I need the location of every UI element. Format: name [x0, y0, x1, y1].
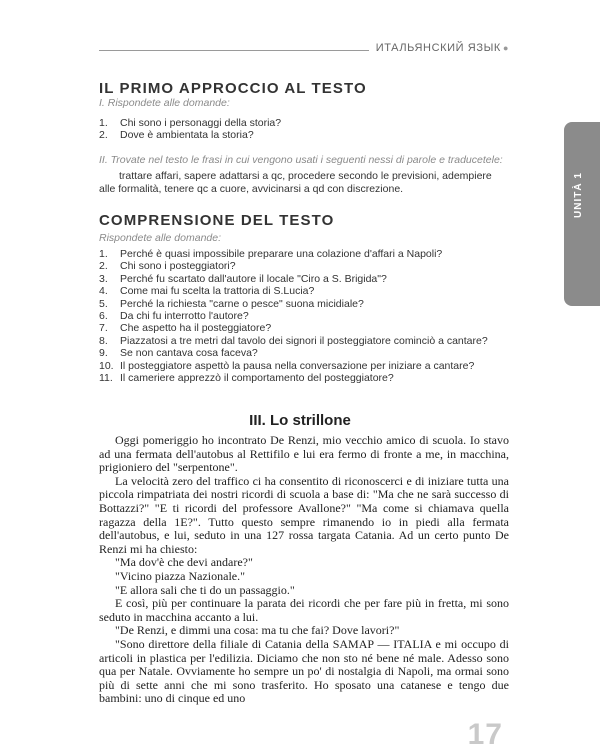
- story-title: III. Lo strillone: [249, 412, 351, 429]
- header-title: ИТАЛЬЯНСКИЙ ЯЗЫК ●: [375, 42, 509, 54]
- question-text: Il posteggiatore aspettò la pausa nella conversazione per iniziare a cantare?: [120, 359, 475, 372]
- question-item: [99, 273, 488, 285]
- story-paragraph: "Ma dov'è che devi andare?": [115, 555, 253, 570]
- question-number: 2.: [99, 260, 108, 273]
- question-text: Da chi fu interrotto l'autore?: [120, 310, 249, 323]
- question-number: 3.: [99, 272, 108, 285]
- question-item: [99, 372, 488, 384]
- question-item: [99, 322, 488, 334]
- question-item: [99, 117, 281, 129]
- story-paragraph: E così, più per continuare la parata dei ricordi che per fare più in fretta, mi sono seduto in macchina accanto a lui.: [99, 596, 509, 624]
- question-number: 1.: [99, 248, 108, 260]
- question-list-2: [99, 248, 488, 384]
- question-item: [99, 310, 488, 322]
- unit-side-tab: [564, 122, 600, 306]
- question-text: Se non cantava cosa faceva?: [120, 347, 258, 360]
- question-text: Dove è ambientata la storia?: [120, 129, 254, 142]
- instruction-1: I. Rispondete alle domande:: [99, 97, 230, 109]
- story-text: [99, 434, 509, 706]
- question-number: 7.: [99, 322, 108, 335]
- question-item: [99, 248, 488, 260]
- instruction-2: II. Trovate nel testo le frasi in cui vengono usati i seguenti nessi di parole e traducetele:: [99, 154, 503, 166]
- story-paragraph: "E allora sali che ti do un passaggio.": [115, 582, 295, 597]
- question-text: Perché la richiesta "carne o pesce" suona micidiale?: [120, 297, 364, 310]
- question-item: [99, 129, 281, 141]
- question-text: Il cameriere apprezzò il comportamento del posteggiatore?: [120, 372, 394, 385]
- question-item: [99, 285, 488, 297]
- question-text: Che aspetto ha il posteggiatore?: [120, 322, 272, 335]
- question-item: [99, 260, 488, 272]
- question-number: 5.: [99, 297, 108, 310]
- question-item: [99, 298, 488, 310]
- header-rule: [99, 50, 369, 51]
- running-header: [99, 40, 509, 62]
- question-text: Perché è quasi impossibile preparare una colazione d'affari a Napoli?: [120, 248, 443, 260]
- question-number: 1.: [99, 117, 108, 129]
- phrase-list: trattare affari, sapere adattarsi a qc, procedere secondo le previsioni, adempiere alle formalità, tenere qc a cuore, avvicinarsi a qd con discrezione.: [99, 170, 492, 195]
- question-text: Chi sono i personaggi della storia?: [120, 117, 282, 129]
- story-paragraph: "Vicino piazza Nazionale.": [115, 568, 246, 583]
- question-number: 6.: [99, 310, 108, 323]
- page-number: 17: [467, 718, 503, 751]
- question-number: 2.: [99, 129, 108, 142]
- bullet-icon: ●: [502, 43, 509, 53]
- unit-tab-label: UNITÀ 1: [573, 172, 584, 218]
- question-text: Chi sono i posteggiatori?: [120, 260, 236, 273]
- story-paragraph: "Sono direttore della filiale di Catania della SAMAP — ITALIA e mi occupo di articoli in plastica per l'edilizia. Diciamo che non sto né bene né male. Adesso sono qua per Natale. Ovviamente ho sempre un po' di nostalgia di Napoli, ma ormai sono più di sette anni che mi sono trasferito. Ho sposato una catanese e tengo due bambini: uno di cinque ed uno: [99, 636, 509, 706]
- question-number: 10.: [99, 359, 114, 372]
- question-number: 9.: [99, 347, 108, 360]
- question-number: 8.: [99, 334, 108, 347]
- section-title-primo-approccio: IL PRIMO APPROCCIO AL TESTO: [99, 80, 367, 97]
- question-list-1: [99, 117, 281, 142]
- story-paragraph: "De Renzi, e dimmi una cosa: ma tu che fai? Dove lavori?": [115, 623, 400, 638]
- comprehension-instruction: Rispondete alle domande:: [99, 232, 222, 244]
- question-item: [99, 360, 488, 372]
- question-text: Come mai fu scelta la trattoria di S.Lucia?: [120, 285, 315, 298]
- question-number: 4.: [99, 285, 108, 298]
- question-text: Piazzatosi a tre metri dal tavolo dei signori il posteggiatore cominciò a cantare?: [120, 334, 488, 347]
- section-title-comprensione: COMPRENSIONE DEL TESTO: [99, 212, 335, 229]
- question-item: [99, 347, 488, 359]
- question-item: [99, 335, 488, 347]
- story-paragraph: Oggi pomeriggio ho incontrato De Renzi, mio vecchio amico di scuola. Io stavo ad una fermata dell'autobus al Rettifilo e lui era fermo di fronte a me, in macchina, prigioniero del "serpentone".: [99, 433, 509, 475]
- question-number: 11.: [99, 372, 113, 385]
- story-paragraph: La velocità zero del traffico ci ha consentito di riconoscerci e di iniziare tutta una piccola rimpatriata dei nostri ricordi di scuola a base di: "Ma che ne sarà successo di Bottazzi?" "E ti ricordi del professore Avallone?" "Ma come si chiamava quella ragazza della 1E?". Tutto questo sempre rimanendo io in piedi alla fermata dell'autobus, e lui, seduto in una 127 rossa targata Catania. Ad un certo punto De Renzi mi ha chiesto:: [99, 473, 509, 556]
- question-text: Perché fu scartato dall'autore il locale "Ciro a S. Brigida"?: [120, 272, 387, 285]
